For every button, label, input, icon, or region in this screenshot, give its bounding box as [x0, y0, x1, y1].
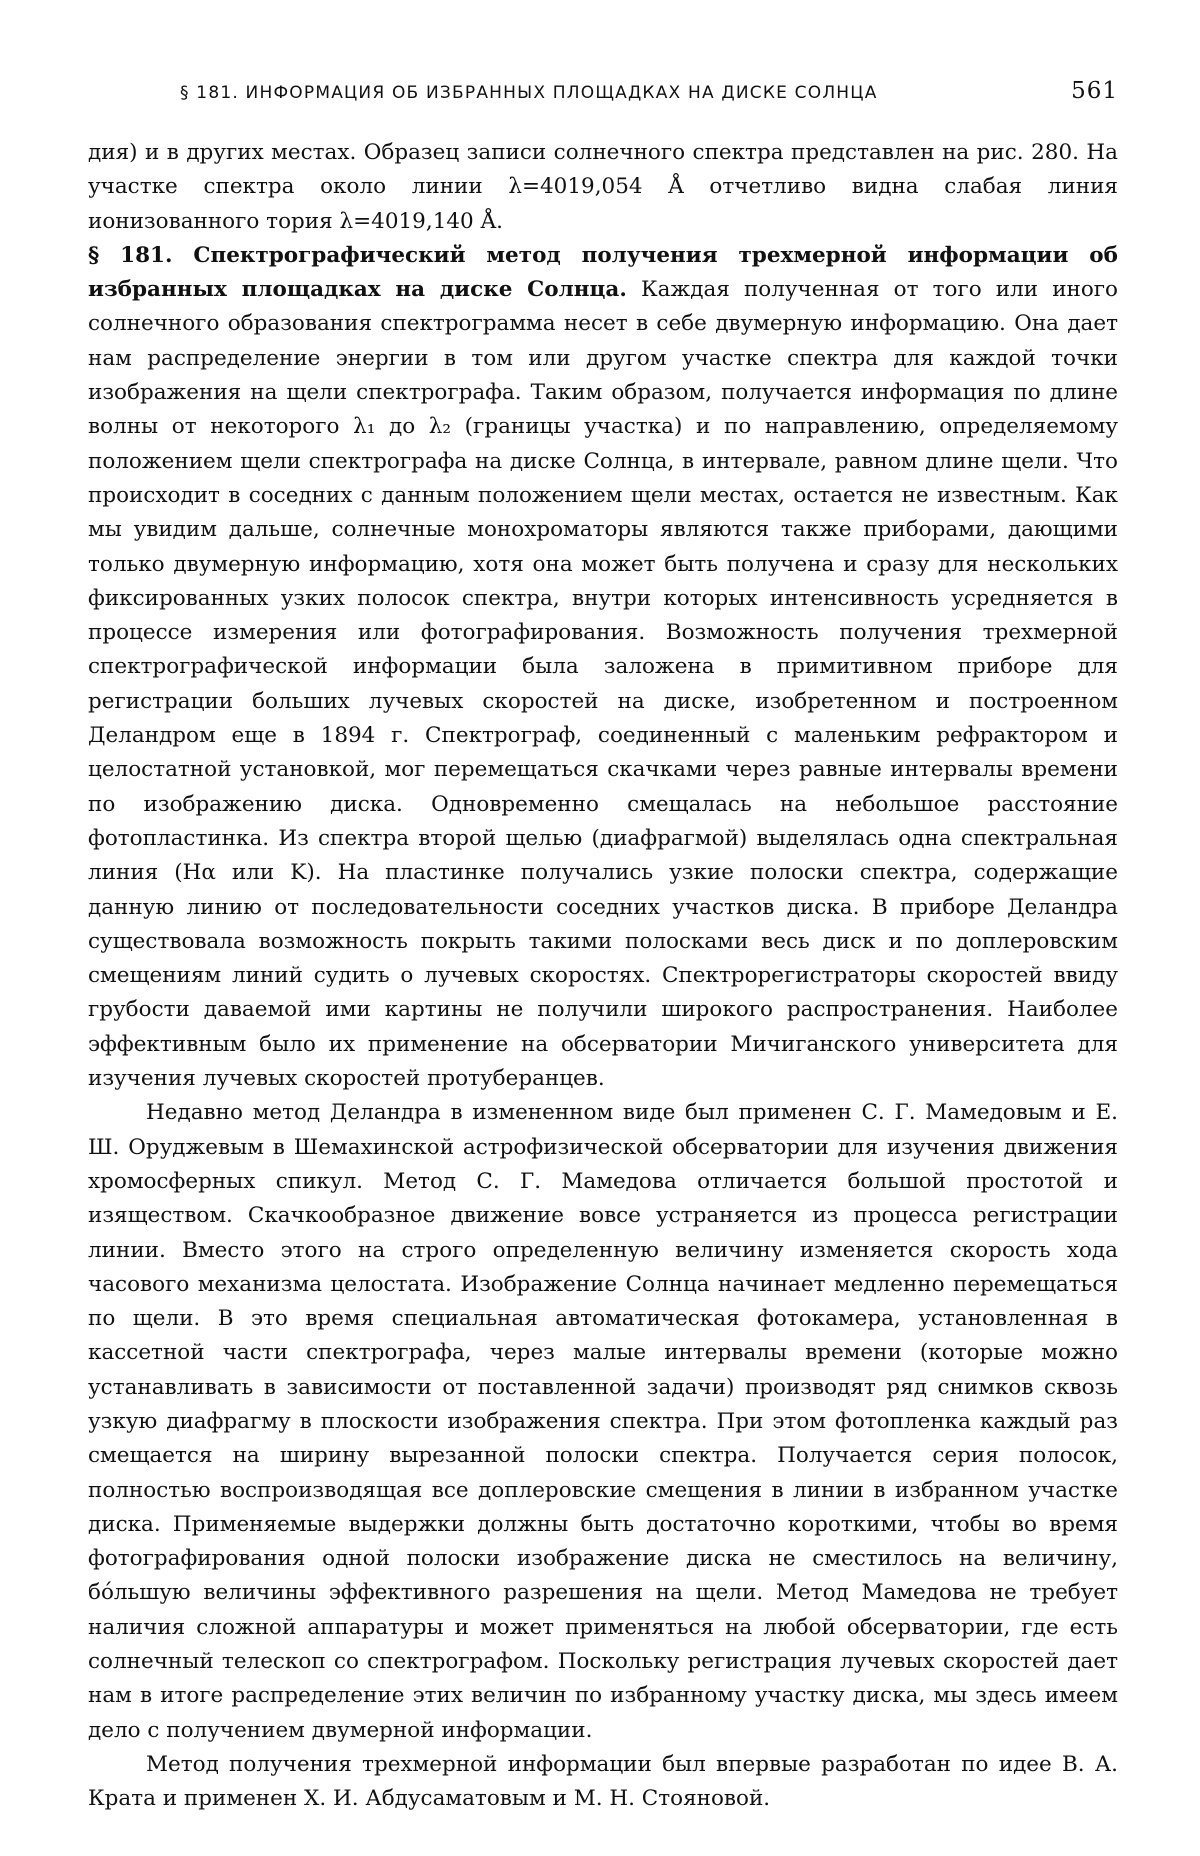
- page-number: 561: [1071, 78, 1118, 104]
- section-heading: § 181. Спектрографический метод получения трехмерной информации об избранных площадках на диске Солнца.: [88, 242, 1118, 303]
- running-header: [88, 78, 1118, 118]
- paragraph-intro: дия) и в других местах. Образец записи солнечного спектра представлен на рис. 280. На участке спектра около линии λ=4019,054 Å отчетливо видна слабая линия ионизованного тория λ=4019,140 Å.: [88, 140, 1118, 234]
- paragraph-last: Метод получения трехмерной информации был впервые разработан по идее В. А. Крата и применен Х. И. Абдусаматовым и М. Н. Стояновой.: [88, 1751, 1118, 1812]
- running-header-title: § 181. ИНФОРМАЦИЯ ОБ ИЗБРАННЫХ ПЛОЩАДКАХ НА ДИСКЕ СОЛНЦА: [180, 83, 878, 103]
- book-page: [88, 78, 1118, 1817]
- paragraph-mamedov: Недавно метод Деландра в измененном виде был применен С. Г. Мамедовым и Е. Ш. Оруджевым в Шемахинской астрофизической обсерватории для изучения движения хромосферных спикул. Метод С. Г. Мамедова отличается большой простотой и изяществом. Скачкообразное движение вовсе устраняется из процесса регистрации линии. Вместо этого на строго определенную величину изменяется скорость хода часового механизма целостата. Изображение Солнца начинает медленно перемещаться по щели. В это время специальная автоматическая фотокамера, установленная в кассетной части спектрографа, через малые интервалы времени (которые можно устанавливать в зависимости от поставленной задачи) производят ряд снимков сквозь узкую диафрагму в плоскости изображения спектра. При этом фотопленка каждый раз смещается на ширину вырезанной полоски спектра. Получается серия полосок, полностью воспроизводящая все доплеровские смещения в линии в избранном участке диска. Применяемые выдержки должны быть достаточно короткими, чтобы во время фотографирования одной полоски изображение диска не сместилось на величину, бо́льшую величины эффективного разрешения на щели. Метод Мамедова не требует наличия сложной аппаратуры и может применяться на любой обсерватории, где есть солнечный телескоп со спектрографом. Поскольку регистрация лучевых скоростей дает нам в итоге распределение этих величин по избранному участку диска, мы здесь имеем дело с получением двумерной информации.: [88, 1100, 1118, 1743]
- body-text: [88, 136, 1118, 1817]
- section-181: [88, 239, 1118, 1096]
- section-paragraph: Каждая полученная от того или иного солнечного образования спектрограмма несет в себе двумерную информацию. Она дает нам распределение энергии в том или другом участке спектра для каждой точки изображения на щели спектрографа. Таким образом, получается информация по длине волны от некоторого λ₁ до λ₂ (границы участка) и по направлению, определяемому положением щели спектрографа на диске Солнца, в интервале, равном длине щели. Что происходит в соседних с данным положением щели местах, остается не известным. Как мы увидим дальше, солнечные монохроматоры являются также приборами, дающими только двумерную информацию, хотя она может быть получена и сразу для нескольких фиксированных узких полосок спектра, внутри которых интенсивность усредняется в процессе измерения или фотографирования. Возможность получения трехмерной спектрографической информации была заложена в примитивном приборе для регистрации больших лучевых скоростей на диске, изобретенном и построенном Деландром еще в 1894 г. Спектрограф, соединенный с маленьким рефрактором и целостатной установкой, мог перемещаться скачками через равные интервалы времени по изображению диска. Одновременно смещалась на небольшое расстояние фотопластинка. Из спектра второй щелью (диафрагмой) выделялась одна спектральная линия (Hα или K). На пластинке получались узкие полоски спектра, содержащие данную линию от последовательности соседних участков диска. В приборе Деландра существовала возможность покрыть такими полосками весь диск и по доплеровским смещениям линий судить о лучевых скоростях. Спектрорегистраторы скоростей ввиду грубости даваемой ими картины не получили широкого распространения. Наиболее эффективным было их применение на обсерватории Мичиганского университета для изучения лучевых скоростей протуберанцев.: [88, 277, 1119, 1092]
